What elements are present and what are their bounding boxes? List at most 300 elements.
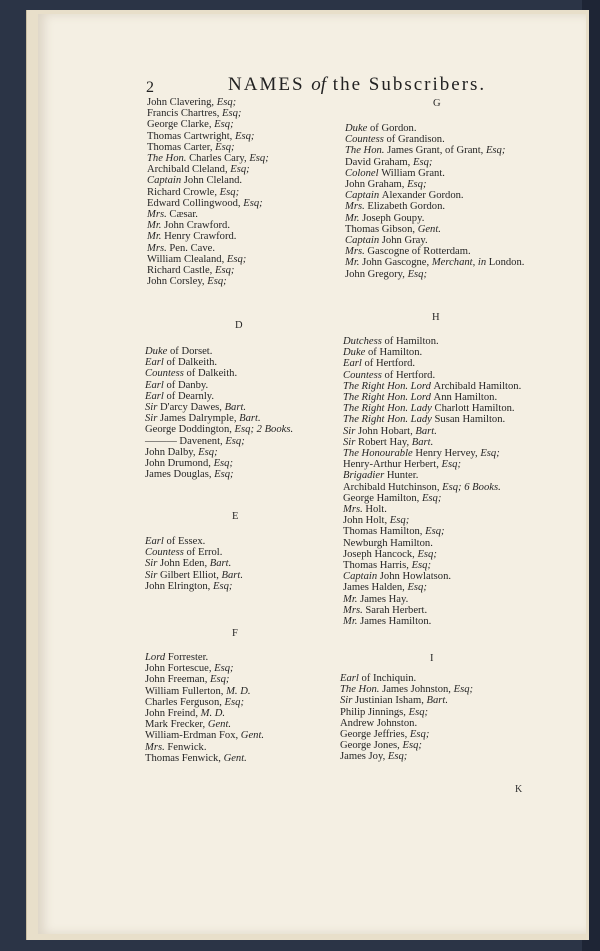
entry-part-b: John Eden, xyxy=(160,558,210,570)
entry-part-b: of Hamilton. xyxy=(368,347,423,359)
entry-part-c: Esq; xyxy=(224,696,244,708)
subscriber-entry xyxy=(345,190,524,201)
subscriber-entry xyxy=(345,157,524,168)
entry-part-b: Gascogne of Rotterdam. xyxy=(367,246,471,258)
subscriber-entry xyxy=(343,358,521,369)
entry-part-b: John Freeman, xyxy=(145,674,211,686)
entry-part-c: Esq; xyxy=(230,164,250,176)
subscriber-list-g xyxy=(345,123,524,280)
entry-part-a: The Hon. xyxy=(147,153,190,165)
subscriber-entry xyxy=(145,570,243,581)
subscriber-entry xyxy=(145,402,293,413)
subscriber-entry xyxy=(145,663,264,674)
entry-part-b: Henry Hervey, xyxy=(415,448,481,460)
subscriber-entry xyxy=(345,168,524,179)
entry-part-b: Thomas Harris, xyxy=(343,560,412,572)
subscriber-entry xyxy=(343,504,521,515)
entry-part-a: Duke xyxy=(345,123,370,134)
entry-part-c: Esq; xyxy=(389,515,410,527)
entry-part-a: Mrs. xyxy=(343,604,366,616)
subscriber-entry xyxy=(343,459,521,470)
subscriber-entry xyxy=(343,403,521,414)
entry-part-b: Forrester. xyxy=(167,652,209,663)
entry-part-b: John Freind, xyxy=(145,708,201,720)
entry-part-b: James Joy, xyxy=(340,751,388,763)
entry-part-b: John Cleland. xyxy=(183,175,243,187)
entry-part-b: David Graham, xyxy=(345,156,413,168)
subscriber-entry xyxy=(343,560,521,571)
entry-part-a: Mrs. xyxy=(345,246,368,258)
entry-part-c: Merchant, in xyxy=(431,257,489,269)
entry-part-b: Alexander Gordon. xyxy=(381,190,464,202)
entry-part-a: Mr. xyxy=(345,257,363,269)
entry-part-a: Mr. xyxy=(147,231,165,243)
subscriber-entry xyxy=(345,246,524,257)
subscriber-entry xyxy=(343,526,521,537)
subscriber-entry xyxy=(145,346,293,357)
entry-part-b: James Johnston, xyxy=(382,684,454,696)
entry-part-c: Bart. xyxy=(239,413,261,425)
subscriber-entry xyxy=(145,674,264,685)
entry-part-a: The Right Hon. Lady xyxy=(343,403,435,415)
entry-part-b: of Inchiquin. xyxy=(361,673,417,684)
entry-part-c: Esq; xyxy=(407,268,427,280)
entry-part-a: Earl xyxy=(145,357,167,369)
entry-part-b: ——— Davenent, xyxy=(145,435,226,447)
section-letter-h: H xyxy=(432,312,440,323)
entry-part-a: The Honourable xyxy=(343,448,416,460)
entry-part-c: Esq; xyxy=(453,684,474,696)
entry-part-a: Earl xyxy=(145,390,167,402)
entry-part-d: 6 Books. xyxy=(464,481,501,493)
entry-part-c: Esq; xyxy=(480,448,500,460)
entry-part-c: Esq; xyxy=(243,197,263,209)
entry-part-b: Joseph Goupy. xyxy=(362,212,425,224)
entry-part-b: Richard Castle, xyxy=(147,265,215,277)
entry-part-b: of Essex. xyxy=(166,536,206,547)
entry-part-b: Archibald Hamilton. xyxy=(433,380,522,392)
subscriber-entry xyxy=(145,708,264,719)
entry-part-c: Esq; xyxy=(234,424,257,436)
subscriber-entry xyxy=(343,515,521,526)
subscriber-entry xyxy=(147,97,269,108)
entry-part-b: William Fullerton, xyxy=(145,685,227,697)
entry-part-b: Richard Crowle, xyxy=(147,186,220,198)
entry-part-b: Ann Hamilton. xyxy=(433,392,498,404)
subscriber-entry xyxy=(145,742,264,753)
subscriber-entry xyxy=(145,581,243,592)
entry-part-b: Charles Cary, xyxy=(189,153,250,165)
section-letter-i: I xyxy=(430,653,434,664)
entry-part-b: John Drumond, xyxy=(145,458,214,470)
entry-part-b: James Grant, of Grant, xyxy=(387,145,486,157)
entry-part-a: Countess xyxy=(145,368,187,380)
entry-part-b: Archibald Cleland, xyxy=(147,164,231,176)
subscriber-entry xyxy=(145,458,293,469)
entry-part-a: Mrs. xyxy=(343,504,366,516)
entry-part-a: Countess xyxy=(145,547,187,559)
subscriber-entry xyxy=(340,707,473,718)
entry-part-a: Sir xyxy=(343,425,359,437)
entry-part-c: Esq; xyxy=(402,740,422,752)
entry-part-b: William-Erdman Fox, xyxy=(145,730,241,742)
entry-part-c: Esq; xyxy=(441,459,461,471)
subscriber-list-d xyxy=(145,346,293,480)
entry-part-b: John Gray. xyxy=(381,235,428,247)
subscriber-entry xyxy=(340,751,473,762)
subscriber-list-f xyxy=(145,652,264,764)
entry-part-c: Esq; xyxy=(214,119,234,131)
entry-part-a: Countess xyxy=(343,369,385,381)
entry-part-b: of Errol. xyxy=(186,547,223,559)
entry-part-b: George Clarke, xyxy=(147,119,215,131)
subscriber-entry xyxy=(340,718,473,729)
subscriber-entry xyxy=(145,436,293,447)
entry-part-b: Thomas Hamilton, xyxy=(343,526,426,538)
entry-part-b: of Dalkeith. xyxy=(186,368,238,380)
catchword: K xyxy=(515,784,523,795)
entry-part-b: Holt. xyxy=(365,504,387,516)
entry-part-b: George Jeffries, xyxy=(340,729,410,741)
entry-part-a: Earl xyxy=(340,673,362,684)
subscriber-list-e xyxy=(145,536,243,592)
subscriber-entry xyxy=(145,686,264,697)
entry-part-b: Thomas Carter, xyxy=(147,141,216,153)
entry-part-b: of Danby. xyxy=(166,379,209,391)
section-letter-g: G xyxy=(433,98,441,109)
subscriber-entry xyxy=(343,470,521,481)
subscriber-entry xyxy=(147,220,269,231)
entry-part-b: John Elrington, xyxy=(145,580,213,592)
entry-part-c: Esq; xyxy=(425,526,445,538)
subscriber-entry xyxy=(145,357,293,368)
entry-part-c: Esq; xyxy=(442,481,465,493)
entry-part-b: of Hamilton. xyxy=(384,336,439,347)
subscriber-entry xyxy=(343,582,521,593)
subscriber-entry xyxy=(343,370,521,381)
subscriber-entry xyxy=(147,108,269,119)
entry-part-a: Duke xyxy=(145,346,170,357)
subscriber-entry xyxy=(343,347,521,358)
entry-part-b: Thomas Gibson, xyxy=(345,223,418,235)
entry-part-a: Earl xyxy=(145,536,167,547)
entry-part-b: William Clealand, xyxy=(147,253,227,265)
entry-part-a: The Right Hon. Lord xyxy=(343,392,434,404)
entry-part-a: Mrs. xyxy=(145,741,168,753)
subscriber-entry xyxy=(343,605,521,616)
entry-part-c: Gent. xyxy=(417,223,441,235)
entry-part-b: Susan Hamilton. xyxy=(434,414,506,426)
entry-part-c: Esq; xyxy=(225,435,245,447)
entry-part-a: Mr. xyxy=(343,616,361,628)
subscriber-entry xyxy=(345,201,524,212)
subscriber-entry xyxy=(345,145,524,156)
subscriber-entry xyxy=(145,391,293,402)
subscriber-entry xyxy=(145,536,243,547)
subscriber-entry xyxy=(145,547,243,558)
subscriber-entry xyxy=(147,243,269,254)
entry-part-c: Esq; xyxy=(249,153,269,165)
entry-part-a: The Hon. xyxy=(340,684,383,696)
entry-part-a: Mr. xyxy=(147,220,165,232)
subscriber-entry xyxy=(145,753,264,764)
subscriber-entry xyxy=(343,437,521,448)
entry-part-c: Esq; xyxy=(407,582,427,594)
entry-part-c: Bart. xyxy=(415,425,437,437)
entry-part-b: of Hertford. xyxy=(364,358,416,370)
entry-part-b: John Gregory, xyxy=(345,268,408,280)
entry-part-b: John Dalby, xyxy=(145,446,199,458)
entry-part-c: Bart. xyxy=(411,436,434,448)
entry-part-b: James Hay. xyxy=(360,593,409,605)
entry-part-b: Joseph Hancock, xyxy=(343,548,418,560)
entry-part-a: Sir xyxy=(145,402,161,414)
subscriber-entry xyxy=(145,469,293,480)
entry-part-b: George Doddington, xyxy=(145,424,235,436)
entry-part-b: Pen. Cave. xyxy=(169,242,215,254)
entry-part-b: Charlott Hamilton. xyxy=(434,403,515,415)
entry-part-c: Esq; xyxy=(234,130,255,142)
page-title xyxy=(228,74,486,96)
subscriber-entry xyxy=(343,381,521,392)
subscriber-entry xyxy=(343,482,521,493)
entry-part-b: Thomas Fenwick, xyxy=(145,752,224,764)
subscriber-entry xyxy=(147,276,269,287)
entry-part-b: John Corsley, xyxy=(147,276,208,288)
subscriber-entry xyxy=(343,571,521,582)
entry-part-b: James Halden, xyxy=(343,582,408,594)
entry-part-c: Esq; xyxy=(412,156,433,168)
subscriber-entry xyxy=(145,413,293,424)
entry-part-b: John Howlatson. xyxy=(379,571,452,583)
subscriber-entry xyxy=(343,426,521,437)
subscriber-entry xyxy=(340,673,473,684)
entry-part-a: Captain xyxy=(343,571,380,583)
entry-part-a: Sir xyxy=(340,695,356,707)
entry-part-a: Mrs. xyxy=(147,209,170,221)
entry-part-b: D'arcy Dawes, xyxy=(160,402,225,414)
entry-part-c: Gent. xyxy=(240,730,265,742)
entry-part-a: Mrs. xyxy=(147,242,170,254)
entry-part-c: Bart. xyxy=(221,569,243,581)
entry-part-c: Esq; xyxy=(212,580,233,592)
entry-part-b: Andrew Johnston. xyxy=(340,717,418,729)
entry-part-b: Hunter. xyxy=(386,470,419,482)
subscriber-entry xyxy=(147,265,269,276)
entry-part-c: Esq; xyxy=(411,560,431,572)
entry-part-c: Esq; xyxy=(215,141,235,153)
subscriber-entry xyxy=(343,336,521,347)
subscriber-entry xyxy=(145,424,293,435)
subscriber-entry xyxy=(147,187,269,198)
entry-part-b: John Fortescue, xyxy=(145,663,215,675)
entry-part-a: Sir xyxy=(145,558,161,570)
page-number: 2 xyxy=(146,79,154,96)
entry-part-c: Gent. xyxy=(223,752,247,764)
entry-part-c: Esq; xyxy=(210,674,230,686)
entry-part-c: Esq; xyxy=(417,548,437,560)
subscriber-entry xyxy=(145,730,264,741)
subscriber-entry xyxy=(145,380,293,391)
subscriber-entry xyxy=(343,392,521,403)
entry-part-c: M. D. xyxy=(226,685,251,697)
subscriber-entry xyxy=(147,119,269,130)
entry-part-c: Esq; xyxy=(213,458,233,470)
entry-part-a: Brigadier xyxy=(343,470,387,482)
subscriber-entry xyxy=(147,142,269,153)
entry-part-c: Esq; xyxy=(207,276,227,288)
subscriber-entry xyxy=(145,447,293,458)
entry-part-c: Esq; xyxy=(214,469,234,481)
entry-part-a: Colonel xyxy=(345,167,382,179)
subscriber-entry xyxy=(343,448,521,459)
entry-part-b: John Gascogne, xyxy=(362,257,432,269)
entry-part-b: Henry-Arthur Herbert, xyxy=(343,459,442,471)
entry-part-b: John Crawford. xyxy=(164,220,230,232)
entry-part-c: Esq; xyxy=(408,706,429,718)
subscriber-entry xyxy=(345,213,524,224)
entry-part-c: Esq; xyxy=(219,186,240,198)
entry-part-a: Mr. xyxy=(343,593,361,605)
entry-part-a: Captain xyxy=(345,235,382,247)
entry-part-a: Duke xyxy=(343,347,368,359)
subscriber-entry xyxy=(343,594,521,605)
subscriber-entry xyxy=(345,235,524,246)
subscriber-entry xyxy=(345,134,524,145)
entry-part-d: London. xyxy=(488,257,525,269)
subscriber-entry xyxy=(345,269,524,280)
entry-part-c: Esq; xyxy=(214,265,235,277)
entry-part-b: George Hamilton, xyxy=(343,492,422,504)
subscriber-list-i xyxy=(340,673,473,763)
subscriber-entry xyxy=(145,558,243,569)
entry-part-b: of Hertford. xyxy=(384,369,436,381)
entry-part-b: Elizabeth Gordon. xyxy=(367,201,446,213)
entry-part-c: Gent. xyxy=(207,719,232,731)
entry-part-a: Earl xyxy=(343,358,365,370)
entry-part-c: Esq; xyxy=(409,729,430,741)
entry-part-c: Esq; xyxy=(485,145,506,157)
entry-part-a: Sir xyxy=(145,413,161,425)
entry-part-b: Charles Ferguson, xyxy=(145,696,225,708)
subscriber-entry xyxy=(147,209,269,220)
subscriber-entry xyxy=(147,175,269,186)
entry-part-a: Captain xyxy=(147,175,184,187)
title-subscribers: the Subscribers. xyxy=(332,74,487,95)
subscriber-entry xyxy=(147,131,269,142)
entry-part-b: Newburgh Hamilton. xyxy=(343,537,433,549)
entry-part-c: Esq; xyxy=(216,97,237,108)
entry-part-c: Bart. xyxy=(224,402,247,414)
section-letter-f: F xyxy=(232,628,238,639)
entry-part-b: Fenwick. xyxy=(167,741,207,753)
subscriber-entry xyxy=(345,179,524,190)
entry-part-c: Esq; xyxy=(387,751,408,763)
subscriber-entry xyxy=(340,695,473,706)
entry-part-b: of Dalkeith. xyxy=(166,357,218,369)
entry-part-b: Francis Chartres, xyxy=(147,108,223,120)
entry-part-b: John Graham, xyxy=(345,179,408,191)
entry-part-b: George Jones, xyxy=(340,740,403,752)
entry-part-c: M. D. xyxy=(200,708,226,720)
entry-part-c: Bart. xyxy=(209,558,232,570)
entry-part-a: Captain xyxy=(345,190,382,202)
entry-part-b: James Dalrymple, xyxy=(160,413,240,425)
entry-part-b: James Douglas, xyxy=(145,469,215,481)
subscriber-entry xyxy=(343,616,521,627)
subscriber-entry xyxy=(343,538,521,549)
entry-part-b: Archibald Hutchinson, xyxy=(343,481,443,493)
entry-part-a: The Hon. xyxy=(345,145,388,157)
entry-part-c: Esq; xyxy=(407,179,427,191)
entry-part-c: Esq; xyxy=(421,492,442,504)
entry-part-b: Gilbert Elliot, xyxy=(160,569,222,581)
entry-part-a: Earl xyxy=(145,379,167,391)
subscriber-entry xyxy=(147,198,269,209)
subscriber-entry xyxy=(340,729,473,740)
entry-part-b: Thomas Cartwright, xyxy=(147,130,235,142)
subscriber-entry xyxy=(147,153,269,164)
section-letter-e: E xyxy=(232,511,239,522)
entry-part-a: Sir xyxy=(145,569,161,581)
entry-part-c: Bart. xyxy=(426,695,449,707)
entry-part-b: of Dorset. xyxy=(170,346,213,357)
title-of: of xyxy=(311,74,327,95)
entry-part-a: Countess xyxy=(345,134,387,146)
subscriber-entry xyxy=(343,549,521,560)
entry-part-c: Esq; xyxy=(214,663,234,675)
entry-part-b: John Hobart, xyxy=(358,425,416,437)
subscriber-entry xyxy=(145,719,264,730)
entry-part-a: Mr. xyxy=(345,212,363,224)
entry-part-b: Justinian Isham, xyxy=(355,695,427,707)
entry-part-b: John Clavering, xyxy=(147,97,217,108)
entry-part-d: 2 Books. xyxy=(256,424,294,436)
entry-part-b: James Hamilton. xyxy=(360,616,432,628)
entry-part-b: of Grandison. xyxy=(386,134,445,146)
entry-part-b: Henry Crawford. xyxy=(164,231,237,243)
entry-part-c: Esq; xyxy=(226,253,247,265)
subscriber-entry xyxy=(145,652,264,663)
subscriber-list-c xyxy=(147,97,269,287)
entry-part-b: Cæsar. xyxy=(169,209,198,221)
entry-part-b: Edward Collingwood, xyxy=(147,197,244,209)
section-letter-d: D xyxy=(235,320,243,331)
entry-part-a: Lord xyxy=(145,652,168,663)
entry-part-c: Esq; xyxy=(198,446,218,458)
entry-part-a: The Right Hon. Lady xyxy=(343,414,435,426)
entry-part-a: The Right Hon. Lord xyxy=(343,380,434,392)
entry-part-c: Esq; xyxy=(222,108,242,120)
subscriber-entry xyxy=(345,257,524,268)
entry-part-a: Sir xyxy=(343,436,359,448)
entry-part-b: John Holt, xyxy=(343,515,390,527)
entry-part-b: of Gordon. xyxy=(370,123,417,134)
subscriber-entry xyxy=(343,414,521,425)
entry-part-b: Sarah Herbert. xyxy=(365,604,428,616)
title-names: NAMES xyxy=(228,74,305,95)
entry-part-b: William Grant. xyxy=(381,167,445,179)
subscriber-entry xyxy=(145,697,264,708)
entry-part-b: of Dearnly. xyxy=(166,390,215,402)
subscriber-entry xyxy=(147,231,269,242)
subscriber-entry xyxy=(340,740,473,751)
entry-part-a: Dutchess xyxy=(343,336,385,347)
entry-part-b: Mark Frecker, xyxy=(145,719,208,731)
subscriber-entry xyxy=(345,224,524,235)
subscriber-entry xyxy=(340,684,473,695)
entry-part-b: Philip Jinnings, xyxy=(340,706,409,718)
